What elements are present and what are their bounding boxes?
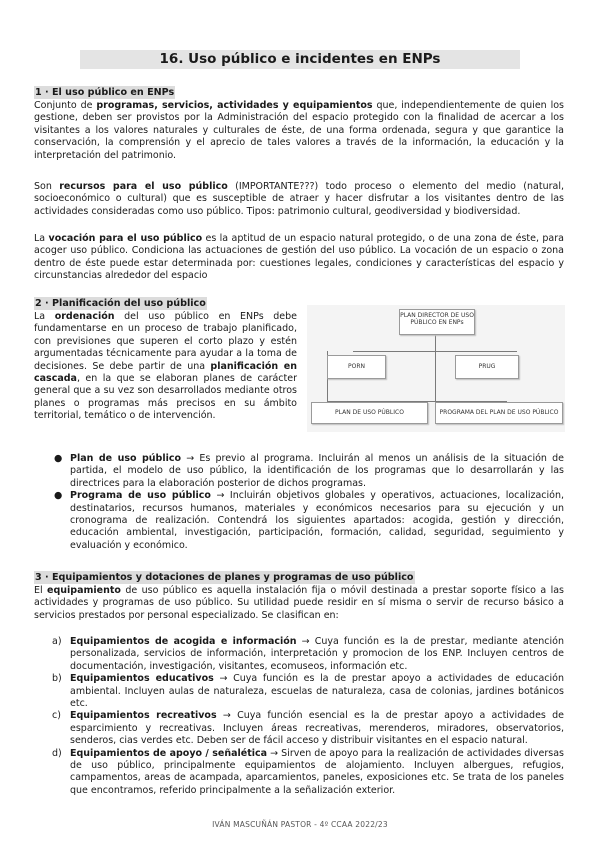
section-1-paragraph-3: La vocación para el uso público es la aptitud de un espacio natural protegido, o de una zona de éste, para acoger uso público. Condiciona las actuaciones de gestión del uso público. La vocación de un espacio o zona dentro de éste puede estar determinada por: cuestiones legales, condiciones y características del espacio y circunstancias alrededor del espacio (34, 233, 564, 282)
equipment-list (52, 636, 564, 797)
list-item: b) Equipamientos educativos → Cuya función es la de prestar apoyo a actividades de educación ambiental. Incluyen aulas de naturaleza, escuelas de naturaleza, casa de colonias, jardines botánicos etc. (52, 673, 564, 710)
list-item: ● Plan de uso público → Es previo al programa. Incluirán al menos un análisis de la situación de partida, el modelo de uso público, la identificación de los programas que lo desarrollarán y las directrices para la elaboración posterior de dichos programas. (54, 453, 564, 489)
section-2-heading: 2 · Planificación del uso público (35, 298, 206, 309)
diagram-box-programa-plan: PROGRAMA DEL PLAN DE USO PÚBLICO (435, 402, 563, 424)
section-1-paragraph-2: Son recursos para el uso público (IMPORTANTE???) todo proceso o elemento del medio (natural, socioeconómico o cultural) que es susceptible de atraer y hacer disfrutar a los visitantes dentro de las actividades consideradas como uso público. Tipos: patrimonio cultural, geodiversidad y biodiversidad. (34, 181, 564, 217)
section-1-paragraph-1: Conjunto de programas, servicios, actividades y equipamientos que, independientemente de quien los gestione, deben ser provistos por la Administración del espacio protegido con la finalidad de acercar a los visitantes a los valores naturales y culturales de éste, de una forma ordenada, segura y que garantice la conservación, la comprensión y el aprecio de tales valores a través de la información, la educación y la interpretación del patrimonio. (34, 100, 564, 161)
page-title: 16. Uso público e incidentes en ENPs (80, 50, 520, 69)
section-3-paragraph-1: El equipamiento de uso público es aquella instalación fija o móvil destinada a prestar soporte físico a las actividades y programas de uso público. Su utilidad puede residir en sí misma o servir de recurso básico a servicios prestados por personal especializado. Se clasifican en: (34, 585, 564, 621)
diagram-box-plan-director: PLAN DIRECTOR DE USO PÚBLICO EN ENPs (399, 309, 475, 335)
section-3-heading: 3 · Equipamientos y dotaciones de planes y programas de uso público (35, 572, 414, 583)
planning-cascade-diagram (307, 305, 565, 432)
diagram-box-porn: PORN (327, 355, 386, 379)
list-item: ● Programa de uso público → Incluirán objetivos globales y operativos, actuaciones, localización, destinatarios, recursos humanos, materiales y económicos necesarios para su ejecución y un cronograma de realización. Contendrá los siguientes apartados: acogida, gestión y dirección, educación ambiental, investigación, participación, formación, calidad, seguridad, seguimiento y evaluación y económico. (54, 490, 565, 551)
list-item: a) Equipamientos de acogida e información → Cuya función es la de prestar, mediante atención personalizada, servicios de información, interpretación y promocion de los ENP. Incluyen centros de documentación, investigación, visitantes, ecomuseos, información etc. (52, 636, 564, 672)
connector-line (435, 351, 436, 407)
section-1-heading: 1 · El uso público en ENPs (35, 87, 175, 98)
section-2-paragraph-1: La ordenación del uso público en ENPs debe fundamentarse en un proceso de trabajo planificado, con previsiones que superen el corto plazo y estén argumentadas técnicamente para ayudar a la toma de decisiones. Se debe partir de una planificación en cascada, en la que se elaboran planes de carácter general que a su vez son desarrollados mediante otros planes o programas más precisos en su ámbito territorial, temático o de intervención. (34, 311, 298, 422)
list-item: c) Equipamientos recreativos → Cuya función esencial es la de prestar apoyo a actividades de esparcimiento y recreativas. Incluyen áreas recreativas, merenderos, miradores, observatorios, senderos, cias verdes etc. Deben ser de fácil acceso y distribuir visitantes en el espacio natural. (52, 710, 565, 747)
planning-bullet-list (52, 453, 564, 552)
page-footer: IVÁN MASCUÑÁN PASTOR - 4º CCAA 2022/23 (212, 820, 388, 829)
list-item: d) Equipamientos de apoyo / señalética → Sirven de apoyo para la realización de actividades diversas de uso público, principalmente equipamientos de alojamiento. Incluyen albergues, refugios, campamentos, areas de acampada, aparcamientos, paneles, exposiciones etc. Se trata de los paneles que encontramos, referido principalmente a la señalización exterior. (52, 747, 564, 796)
diagram-box-plan-uso-publico: PLAN DE USO PÚBLICO (311, 402, 428, 424)
diagram-box-prug: PRUG (455, 355, 519, 379)
